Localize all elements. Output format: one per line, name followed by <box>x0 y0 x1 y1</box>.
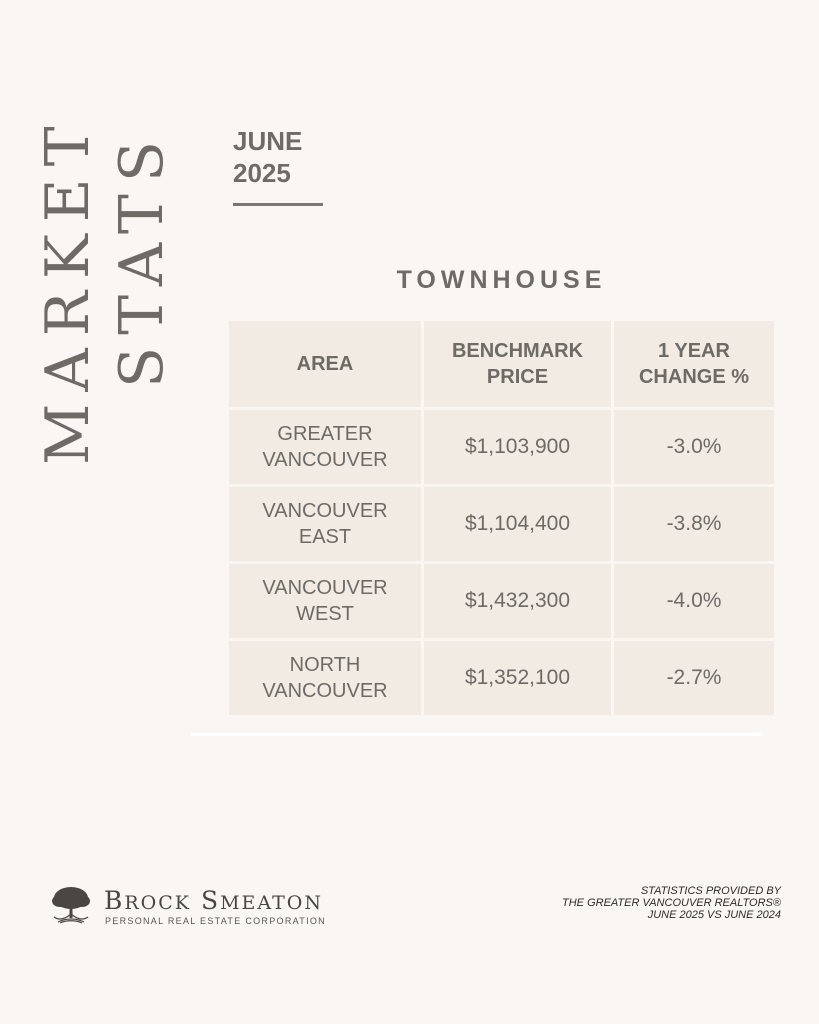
area-line2: EAST <box>298 526 352 548</box>
area-cell <box>229 410 421 484</box>
table-row <box>229 641 774 715</box>
change-cell: -3.8% <box>614 487 774 561</box>
source-line3: JUNE 2025 VS JUNE 2024 <box>647 909 781 921</box>
section-title: TOWNHOUSE <box>396 266 607 294</box>
change-cell: -2.7% <box>614 641 774 715</box>
price-cell: $1,432,300 <box>424 564 611 638</box>
year-label: 2025 <box>233 158 291 188</box>
date-divider <box>233 203 323 206</box>
area-cell <box>229 641 421 715</box>
header-price-line1: BENCHMARK <box>451 340 584 362</box>
header-area-label: AREA <box>296 353 354 375</box>
price-cell: $1,103,900 <box>424 410 611 484</box>
table-header-row <box>229 321 774 407</box>
table-row <box>229 487 774 561</box>
area-line1: VANCOUVER <box>262 577 388 599</box>
header-change <box>614 321 774 407</box>
header-price-line2: PRICE <box>486 366 549 388</box>
brand-subtitle: PERSONAL REAL ESTATE CORPORATION <box>105 916 326 926</box>
table-divider <box>191 733 762 736</box>
source-line1: STATISTICS PROVIDED BY <box>640 885 781 897</box>
area-line1: GREATER <box>277 423 373 445</box>
brand-first-initial: B <box>104 886 125 915</box>
brand-last-rest: MEATON <box>220 892 323 914</box>
header-area <box>229 321 421 407</box>
date-block <box>233 125 302 189</box>
month-label: JUNE <box>233 126 303 156</box>
stats-table <box>229 321 774 718</box>
area-line2: WEST <box>296 603 354 625</box>
table-row <box>229 564 774 638</box>
change-cell: -3.0% <box>614 410 774 484</box>
header-change-line2: CHANGE % <box>638 366 749 388</box>
brand-last-initial: S <box>200 886 221 915</box>
table-row <box>229 410 774 484</box>
area-cell <box>229 487 421 561</box>
price-cell: $1,104,400 <box>424 487 611 561</box>
brand-first-rest: ROCK <box>124 892 191 914</box>
area-line2: VANCOUVER <box>262 680 388 702</box>
price-cell: $1,352,100 <box>424 641 611 715</box>
area-line2: VANCOUVER <box>262 449 388 471</box>
tree-icon <box>50 884 92 926</box>
change-cell: -4.0% <box>614 564 774 638</box>
market-vertical-title: MARKET <box>33 114 103 465</box>
header-change-line1: 1 YEAR <box>658 340 730 362</box>
source-line2: THE GREATER VANCOUVER REALTORS® <box>562 897 781 909</box>
area-cell <box>229 564 421 638</box>
area-line1: NORTH <box>289 654 361 676</box>
area-line1: VANCOUVER <box>262 500 388 522</box>
source-note <box>562 885 781 921</box>
header-price <box>424 321 611 407</box>
stats-vertical-title: STATS <box>107 128 177 388</box>
brand-name <box>104 886 323 915</box>
